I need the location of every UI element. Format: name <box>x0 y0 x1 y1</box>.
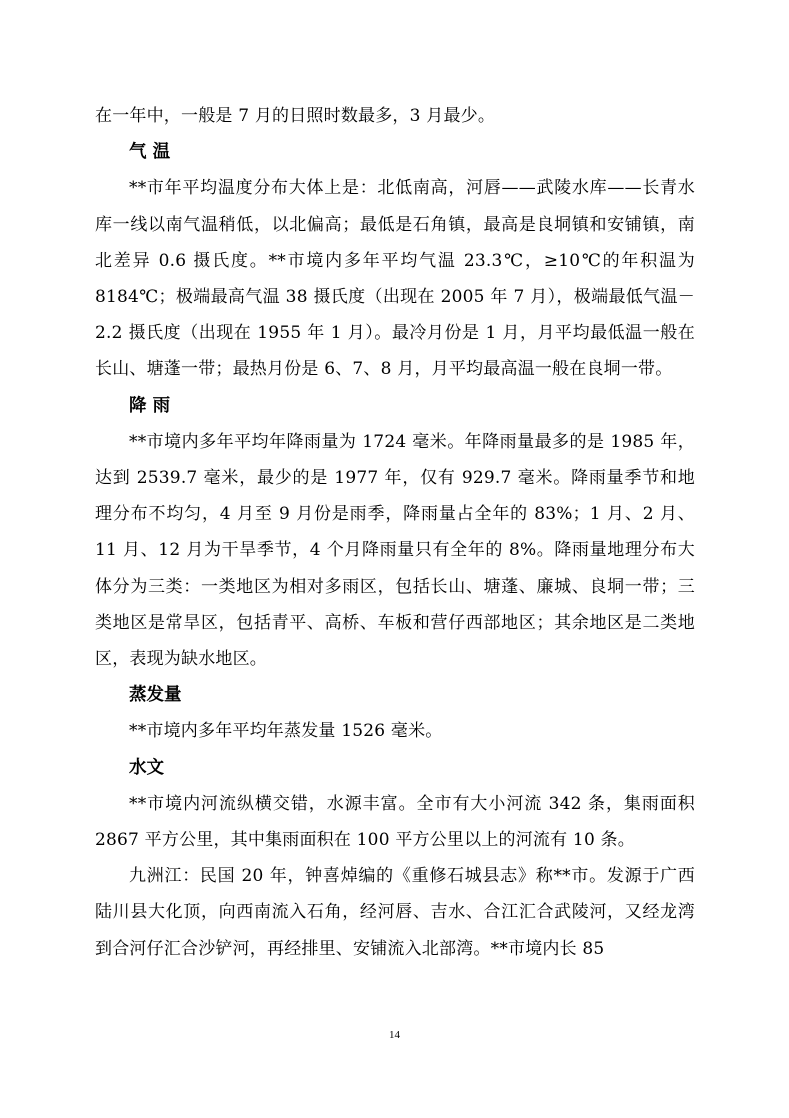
section-heading-rainfall: 降 雨 <box>129 395 171 416</box>
paragraph-jiuzhou-river: 九洲江：民国 20 年，钟喜焯编的《重修石城县志》称**市。发源于广西陆川县大化顶，向西南流入石角，经河唇、吉水、合江汇合武陵河，又经龙湾到合河仔汇合沙铲河，再经排里、安铺流入北部湾。**市境内长 85 <box>95 866 695 959</box>
section-heading-evaporation: 蒸发量 <box>129 685 182 706</box>
intro-line: 在一年中，一般是 7 月的日照时数最多，3 月最少。 <box>95 106 496 126</box>
page-number: 14 <box>389 1029 400 1041</box>
paragraph-temperature: **市年平均温度分布大体上是：北低南高，河唇——武陵水库——长青水库一线以南气温稍低，以北偏高；最低是石角镇，最高是良垌镇和安铺镇，南北差异 0.6 摄氏度。**市境内多年平均气温 23.3℃，≥10℃的年积温为 8184℃；极端最高气温 38 摄氏度（出现在 2005 年 7 月），极端最低气温－2.2 摄氏度（出现在 1955 年 1 月）。最冷月份是 1 月，月平均最低温一般在长山、塘蓬一带；最热月份是 6、7、8 月，月平均最高温一般在良垌一带。 <box>95 178 695 380</box>
paragraph-evaporation: **市境内多年平均年蒸发量 1526 毫米。 <box>129 721 443 742</box>
section-heading-temperature: 气 温 <box>129 142 171 163</box>
paragraph-rainfall: **市境内多年平均年降雨量为 1724 毫米。年降雨量最多的是 1985 年，达到 2539.7 毫米，最少的是 1977 年，仅有 929.7 毫米。降雨量季节和地理分布不均匀，4 月至 9 月份是雨季，降雨量占全年的 83%；1 月、2 月、11 月、12 月为干旱季节，4 个月降雨量只有全年的 8%。降雨量地理分布大体分为三类：一类地区为相对多雨区，包括长山、塘蓬、廉城、良垌一带；三类地区是常旱区，包括青平、高桥、车板和营仔西部地区；其余地区是二类地区，表现为缺水地区。 <box>95 431 695 670</box>
paragraph-hydrology-overview: **市境内河流纵横交错，水源丰富。全市有大小河流 342 条，集雨面积 2867 平方公里，其中集雨面积在 100 平方公里以上的河流有 10 条。 <box>95 793 695 851</box>
document-body <box>95 98 695 967</box>
section-heading-hydrology: 水文 <box>129 757 164 778</box>
